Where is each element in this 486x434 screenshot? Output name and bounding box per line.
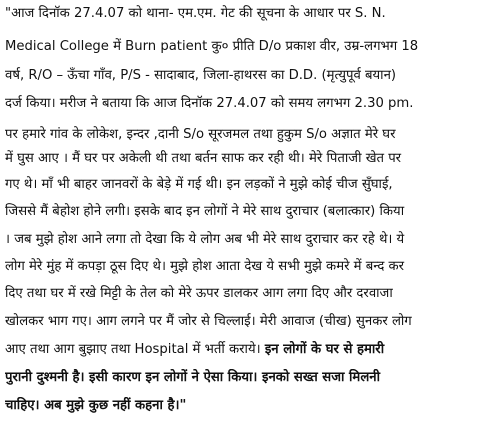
statement-line-11: दिए तथा घर में रखे मिट्टी के तेल को मेरे ऊपर डालकर आग लगा दिए और दरवाजा (5, 286, 393, 301)
statement-bold-line-1: पुरानी दुश्मनी है। इसी कारण इन लोगों ने ऐसा किया। इनको सख्त सजा मिलनी (5, 370, 380, 385)
statement-line-13 (5, 341, 481, 359)
statement-line-7: गए थे। माँ भी बाहर जानवरों के बेड़े में गई थी। इन लड़कों ने मुझे कोई चीज सुँघाई, (5, 177, 393, 192)
statement-line-3: वर्ष, R/O – ऊँचा गाँव, P/S - सादाबाद, जिला-हाथरस का D.D. (मृत्युपूर्व बयान) (5, 68, 397, 83)
statement-bold-line-2: चाहिए। अब मुझे कुछ नहीं कहना है।" (5, 398, 187, 413)
statement-line-9: । जब मुझे होश आने लगा तो देखा कि ये लोग अब भी मेरे साथ दुराचार कर रहे थे। ये (5, 232, 405, 247)
statement-line-2: Medical College में Burn patient कु० प्रीति D/o प्रकाश वीर, उम्र-लगभग 18 (5, 39, 419, 54)
statement-line-8: जिससे मैं बेहोश होने लगी। इसके बाद इन लोगों ने मेरे साथ दुराचार (बलात्कार) किया (5, 204, 405, 219)
statement-line-6: में घुस आए । मैं घर पर अकेली थी तथा बर्तन साफ कर रही थी। मेरे पिताजी खेत पर (5, 151, 402, 166)
statement-line-10: लोग मेरे मुंह में कपड़ा ठूस दिए थे। मुझे होश आता देख ये सभी मुझे कमरे में बन्द कर (5, 259, 405, 274)
statement-line-5: पर हमारे गांव के लोकेश, इन्दर ,दानी S/o सूरजमल तथा हुकुम S/o अज्ञात मेरे घर (5, 127, 396, 142)
statement-line-13-regular: आए तथा आग बुझाए तथा Hospital में भर्ती कराये। (5, 342, 261, 357)
statement-line-12: खोलकर भाग गए। आग लगने पर मैं जोर से चिल्लाई। मेरी आवाज (चीख) सुनकर लोग (5, 314, 412, 329)
statement-line-13-bold: इन लोगों के घर से हमारी (264, 342, 385, 357)
statement-line-1: "आज दिनॉक 27.4.07 को थाना- एम.एम. गेट की सूचना के आधार पर S. N. (5, 6, 386, 21)
statement-line-4: दर्ज किया। मरीज ने बताया कि आज दिनॉक 27.4.07 को समय लगभग 2.30 pm. (5, 96, 414, 111)
